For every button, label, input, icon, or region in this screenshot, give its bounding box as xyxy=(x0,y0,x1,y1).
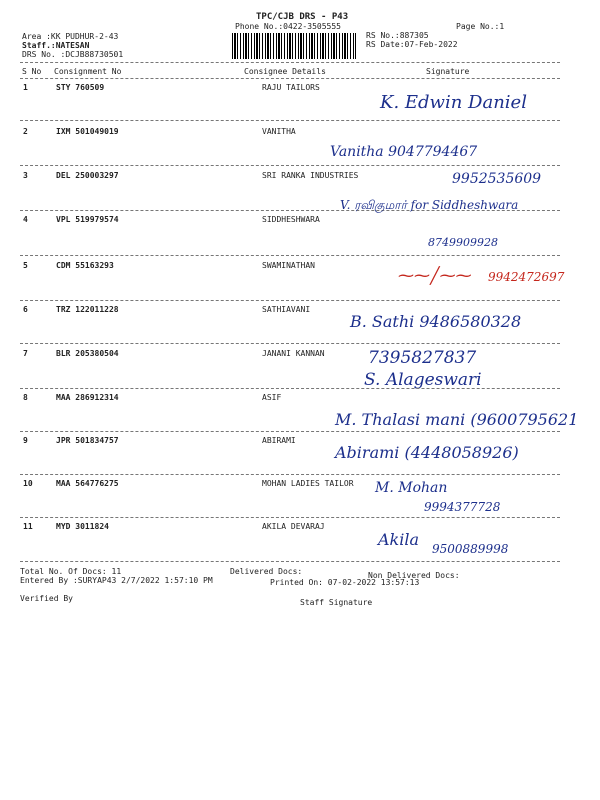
barcode xyxy=(232,33,356,59)
divider xyxy=(20,255,560,256)
row-consignment: MYD 3011824 xyxy=(56,522,109,531)
row-signature: Akila xyxy=(378,530,420,549)
row-second-line: S. Alageswari xyxy=(364,370,482,390)
area-label: Area :KK PUDHUR-2-43 xyxy=(22,32,119,41)
row-consignee: JANANI KANNAN xyxy=(262,349,325,358)
divider xyxy=(20,300,560,301)
row-signature: 9952535609 xyxy=(452,171,542,187)
row-sno: 8 xyxy=(23,393,28,402)
row-sno: 5 xyxy=(23,261,28,270)
row-consignment: MAA 286912314 xyxy=(56,393,119,402)
row-sno: 11 xyxy=(23,522,33,531)
sheet-title: TPC/CJB DRS - P43 xyxy=(256,12,349,22)
row-signature: B. Sathi 9486580328 xyxy=(350,312,522,331)
row-sno: 1 xyxy=(23,83,28,92)
row-consignment: JPR 501834757 xyxy=(56,436,119,445)
row-sno: 7 xyxy=(23,349,28,358)
total-docs: Total No. Of Docs: 11 xyxy=(20,567,122,576)
divider xyxy=(20,120,560,121)
row-sno: 6 xyxy=(23,305,28,314)
divider xyxy=(20,561,560,562)
row-signature: Vanitha 9047794467 xyxy=(330,144,478,160)
row-phone: 9994377728 xyxy=(424,500,501,514)
row-sno: 9 xyxy=(23,436,28,445)
row-consignment: IXM 501049019 xyxy=(56,127,119,136)
row-sno: 3 xyxy=(23,171,28,180)
row-consignee: ASIF xyxy=(262,393,282,402)
divider xyxy=(20,62,560,63)
row-consignment: TRZ 122011228 xyxy=(56,305,119,314)
delivered-docs: Delivered Docs: xyxy=(230,567,303,576)
printed-on: Printed On: 07-02-2022 13:57:13 xyxy=(270,578,420,587)
row-signature: K. Edwin Daniel xyxy=(380,92,527,113)
row-consignment: BLR 205380504 xyxy=(56,349,119,358)
divider xyxy=(20,474,560,475)
page-number: Page No.:1 xyxy=(456,22,505,31)
row-signature: M. Mohan xyxy=(375,480,448,496)
row-consignment: DEL 250003297 xyxy=(56,171,119,180)
signature-scribble: ⁓⁓╱⁓⁓ xyxy=(398,266,472,285)
row-phone: 8749909928 xyxy=(428,236,498,249)
divider xyxy=(20,431,560,432)
staff-label: Staff.:NATESAN xyxy=(22,41,90,50)
row-signature: 7395827837 xyxy=(368,348,477,368)
phone-number: Phone No.:0422-3505555 xyxy=(235,22,341,31)
row-consignee: MOHAN LADIES TAILOR xyxy=(262,479,354,488)
row-sno: 10 xyxy=(23,479,33,488)
row-consignee: AKILA DEVARAJ xyxy=(262,522,325,531)
row-consignment: VPL 519979574 xyxy=(56,215,119,224)
row-signature: 9942472697 xyxy=(488,270,565,284)
divider xyxy=(20,343,560,344)
col-header-sno: S No xyxy=(22,67,42,76)
row-consignee: SRI RANKA INDUSTRIES xyxy=(262,171,359,180)
col-header-signature: Signature xyxy=(426,67,470,76)
drs-number: DRS No. :DCJB88730501 xyxy=(22,50,124,59)
verified-by: Verified By xyxy=(20,594,73,603)
row-consignment: CDM 55163293 xyxy=(56,261,114,270)
row-consignee: SIDDHESHWARA xyxy=(262,215,320,224)
row-phone: 9500889998 xyxy=(432,542,509,556)
row-consignee: SWAMINATHAN xyxy=(262,261,315,270)
rs-date: RS Date:07-Feb-2022 xyxy=(366,40,458,49)
row-signature: V. ரவிகுமார் for Siddheshwara xyxy=(340,198,519,212)
row-sno: 4 xyxy=(23,215,28,224)
col-header-consignment: Consignment No xyxy=(54,67,122,76)
rs-number: RS No.:887305 xyxy=(366,31,429,40)
row-consignee: RAJU TAILORS xyxy=(262,83,320,92)
non-delivered-docs: Non Delivered Docs: xyxy=(368,571,460,580)
row-consignment: MAA 564776275 xyxy=(56,479,119,488)
divider xyxy=(20,165,560,166)
row-consignee: VANITHA xyxy=(262,127,296,136)
row-sno: 2 xyxy=(23,127,28,136)
entered-by: Entered By :SURYAP43 2/7/2022 1:57:10 PM xyxy=(20,576,213,585)
divider xyxy=(20,78,560,79)
row-consignment: STY 760509 xyxy=(56,83,105,92)
staff-signature: Staff Signature xyxy=(300,598,373,607)
col-header-consignee: Consignee Details xyxy=(244,67,326,76)
row-consignee: ABIRAMI xyxy=(262,436,296,445)
divider xyxy=(20,517,560,518)
row-signature: M. Thalasi mani (9600795621 xyxy=(335,410,579,429)
row-consignee: SATHIAVANI xyxy=(262,305,311,314)
row-signature: Abirami (4448058926) xyxy=(335,443,519,462)
divider xyxy=(20,388,560,389)
